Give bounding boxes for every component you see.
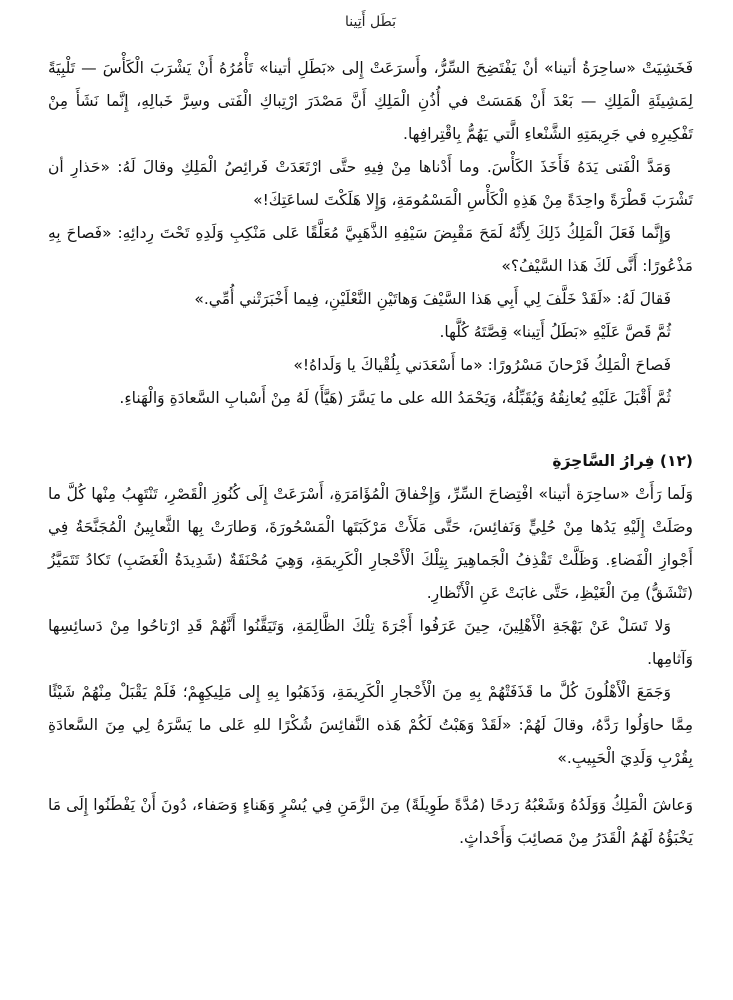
body-text xyxy=(48,52,693,855)
paragraph: ثُمَّ قَصَّ عَلَيْهِ «بَطَلُ أَتِينا» قِصَّتَهُ كُلَّها. xyxy=(439,323,671,341)
paragraph: ثُمَّ أَقْبَلَ عَلَيْهِ يُعانِقُهُ وَيُقَبِّلُهُ، وَيَحْمَدُ الله على ما يَسَّرَ (هَيَّأَ) لَهُ مِنْ أَسْبابِ السَّعادَةِ وَالْهَناءِ. xyxy=(119,389,671,407)
paragraph: وَمَدَّ الْفَتى يَدَهُ فَأَخَذَ الكَأْسَ. وما أَدْناها مِنْ فِيهِ حتَّى ارْتَعَدَتْ فَرائِصُ الْمَلِكِ وقالَ لَهُ: «حَذارِ أن تَشْرَبَ قَطْرَةً واحِدَةً مِنْ هَذِهِ الْكَأْسِ الْمَسْمُومَةِ، وَإِلا هَلَكْتَ لساعَتِكَ!» xyxy=(48,158,693,209)
section-heading: (١٢) فِرارُ السَّاحِرَةِ xyxy=(552,452,693,470)
paragraph: وَجَمَعَ الْأَهْلُونَ كُلَّ ما قَذَفَتْهُمْ بِهِ مِنَ الْأَحْجارِ الْكَرِيمَةِ، وَذَهَبُوا بِهِ إِلى مَلِيكِهِمْ؛ فَلَمْ يَقْبَلْ مِنْهُمْ شَيْئًا مِمَّا حاوَلُوا رَدَّهُ، وقالَ لَهُمْ: «لَقَدْ وَهَبْتُ لَكُمْ هَذه النَّفائِسَ شُكْرًا للهِ عَلى ما يَسَّرَهُ لِي مِنَ السَّعادَةِ بِقُرْبِ وَلَدِيَ الْحَبِيبِ.» xyxy=(48,683,693,767)
paragraph: فَقالَ لَهُ: «لَقَدْ خَلَّفَ لِي أَبِي هَذا السَّيْفَ وَهاتَيْنِ النَّعْلَيْنِ، فِيما أَخْبَرَتْني أُمِّي.» xyxy=(194,290,671,308)
closing-paragraph: وَعاشَ الْمَلِكُ وَوَلَدُهُ وَشَعْبُهُ رَدحًا (مُدَّةً طَوِيلَةً) مِنَ الزَّمَنِ فِي يُسْرٍ وَهَناءٍ وَصَفاء، دُونَ أَنْ يَفْطَنُوا إِلَى مَا يَخْبَؤُهُ لَهُمُ الْقَدَرُ مِنْ مَصائِبَ وَأَحْداثٍ. xyxy=(48,796,693,847)
paragraph: وَلا تَسَلْ عَنْ بَهْجَةِ الْأَهْلِينَ، حِينَ عَرَفُوا أَجْرَةَ تِلْكَ الظَّالِمَةِ، وَتَيَقَّنُوا أَنَّهُمْ قَدِ ارْتاحُوا مِنْ دَسائِسِها وَآثامِها. xyxy=(48,617,693,668)
paragraph: فَصاحَ الْمَلِكُ فَرْحانَ مَسْرُورًا: «ما أَسْعَدَني بِلُقْياكَ يا وَلَداهُ!» xyxy=(293,356,671,374)
paragraph: وَلَما رَأَتْ «ساحِرَة أتينا» افْتِضاحَ السِّرِّ، وَإِخْفاقَ الْمُؤَامَرَةِ، أَسْرَعَتْ إِلَى كُنُوزِ الْقَصْرِ، تَنْتَهِبُ مِنْها كُلَّ ما وصَلَتْ إِلَيْهِ يَدُها مِنْ حُلِيٍّ وَنَفائِسَ، حَتَّى مَلَأَتْ مَرْكَبَتَها الْمَسْحُورَةَ، وَطارَتْ بِها الثَّعابِينُ الْمُجَنَّحَةُ فِي أَجْوازِ الْفَضاءِ. وَظَلَّتْ تَقْذِفُ الْجَماهِيرَ بِتِلْكَ الْأَحْجارِ الْكَرِيمَةِ، وَهِيَ مُحْنَقَةٌ (شَدِيدَةُ الْغَضَبِ) تَكادُ تَتَمَيَّزُ (تَنْشَقُّ) مِنَ الْغَيْظِ، حَتَّى غابَتْ عَنِ الْأَنْظارِ. xyxy=(48,485,693,602)
paragraph: فَخَشِيَتْ «ساحِرَةُ أتينا» أنْ يَفْتَضِحَ السِّرُّ، وأَسرَعَتْ إِلى «بَطَلِ أتينا» تَأْمُرُهُ أَنْ يَشْرَبَ الْكَأْسَ — تَلْبِيَةً لِمَشِيئَةِ الْمَلِكِ — بَعْدَ أَنْ هَمَسَتْ في أُذُنِ الْمَلِكِ أَنَّ مَصْدَرَ ارْتِباكِ الْفَتى وسِرَّ خَبالِهِ، إِنَّما نَشَأَ مِنْ تَفْكِيرِهِ في جَرِيمَتِهِ الشَّنْعاءِ الَّتي يَهُمُّ بِاقْتِرافِها. xyxy=(48,59,693,143)
paragraph: وَإِنَّما فَعَلَ الْمَلِكُ ذَلِكَ لِأَنَّهُ لَمَحَ مَقْبِضَ سَيْفِهِ الذَّهَبِيَّ مُعَلَّقًا عَلى مَنْكِبِ وَلَدِهِ تَحْتَ رِدائِهِ: «فَصاحَ بِهِ مَذْعُورًا: أَنَّى لَكَ هَذا السَّيْفُ؟» xyxy=(48,224,693,275)
running-header: بَطَل أَتِينا xyxy=(345,14,396,30)
